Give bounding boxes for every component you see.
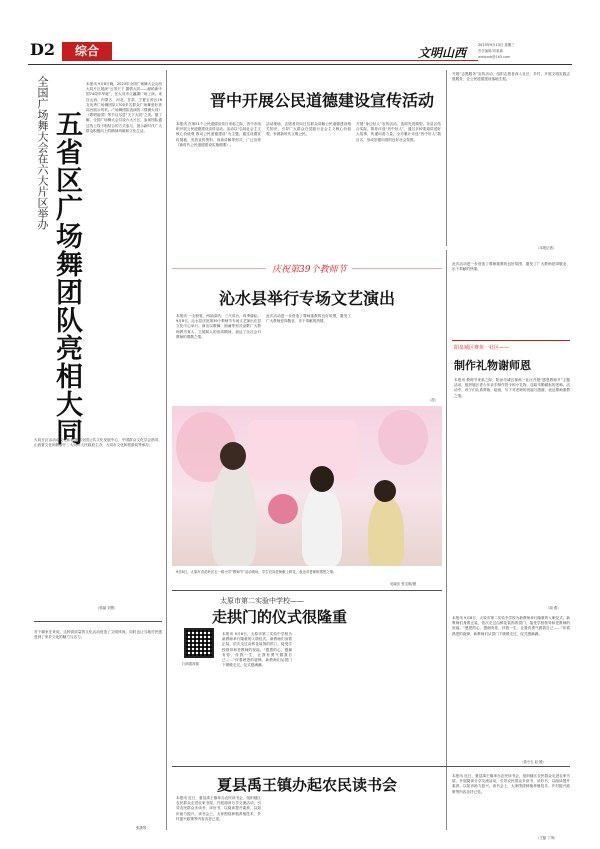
bottom-body-col4: 本报讯 近日，夏县禹王镇举办农民读书会，组织辖区农民群众走进农家书屋，开展阅读分享交流活动，引导农民群众多读书、读好书，以阅读提升素养、以知识助力振兴。读书会上，大家围绕种植养殖技术、乡村振兴政策等内容各抒己见。 [452,774,570,794]
right-body: 本报讯 教师节来临之际，阳泉市城区赛鱼一社区开展“感恩教师节”主题活动，组织辖区青少年亲手制作贺卡和小礼物，送给辛勤耕耘的老师。活动中，孩子们认真剪裁、绘画，写下对老师的祝福与感谢，表达尊师重教之情。 [454,378,570,398]
photo-credit: 吴晓庆 张宝明/摄 [390,582,416,586]
taiyuan-body-col3 [370,632,442,752]
right-box-rule [452,340,570,341]
right-headline: 制作礼物谢师恩 [454,359,531,372]
banner-decor [248,420,358,480]
mid-right-rule [446,250,447,830]
taiyuan-body-col1: 本报讯 9月8日，太原市第二实验中学校为新教师举行隆重的入职仪式。新教师们身着正装，依次走过由鲜花装饰的拱门，接受学校领导和老教师的祝福。“感恩的心，感谢有你，伴我一生，让我有勇气做我自己……”伴着熟悉的旋律，新教师们从拱门下缓缓走过，仪式感满满。 [222,632,292,668]
bottom-body-col1: 本报讯 近日，夏县禹王镇举办农民读书会，组织辖区农民群众走进农家书屋，开展阅读分享交流活动，引导农民群众多读书、读好书，以阅读提升素养、以知识助力振兴。读书会上，大家围绕种植养殖技术、乡村振兴政策等内容各抒己见。 [176,796,261,821]
right-lower-body: 本报讯 9月8日，太原市第二实验中学校为新教师举行隆重的入职仪式。新教师们身着正装，依次走过由鲜花装饰的拱门，接受学校领导和老教师的祝福。“感恩的心，感谢有你，伴我一生，让我有勇气做我自己……”伴着熟悉的旋律，新教师们从拱门下缓缓走过，仪式感满满。 [452,616,570,636]
header-email: wmbzxb@163.com [478,55,511,59]
qr-code[interactable] [184,628,214,658]
bottom-body-col2 [266,796,351,840]
mid-headline: 沁水县举行专场文艺演出 [218,289,395,308]
brand-logo: 文明山西 [418,46,467,60]
bottom-headline: 夏县禹王镇办起农民读书会 [216,776,397,794]
qr-label: 扫码看视频 [182,662,199,666]
student-head-right [374,480,396,502]
student-head [310,466,334,492]
taiyuan-body-col2 [296,632,366,752]
top-right-rule [446,70,447,246]
taiyuan-headline-small: 太原市第二实验中学校—— [220,597,304,605]
header-editor: 责任编辑/常惠瑜 [478,49,503,53]
teacher-figure [212,460,256,566]
right-headline-small: 阳泉城区赛鱼一社区—— [454,345,510,351]
left-body-upper: 本报讯 9月8日晚，2023年全国广场舞大会山西大同片区展演“云冈天下 激情大同——献给新中国74周年华诞”，在大同市文瀛湖广场上演。来自山西、内蒙古、河北、甘肃、宁夏五省区16支优秀广场舞团队1700多名群众广场舞爱好者同台展示风采。广场舞团队表演的《情满大同》《歌唱祖国》等节目尽显“天下大同”之美。据了解，全国广场舞大会共设六大片区，参演团队通过线上线下相结合的方式参与，展示新时代广大群众积极向上的精神风貌和文化生活。 [86,82,162,133]
flower-bouquet [268,494,298,524]
taiyuan-credit: （梁小玉 赵 媛） [520,760,546,764]
left-col-rule [166,70,167,830]
mid-body-col1: 本报讯 一支粉笔，两袖清风；三尺讲台，四季耕耘。9月8日，沁水县庆祝第39个教师节专场文艺演出在县文化中心举行。演出以歌舞、朗诵等形式讴歌广大教师教书育人、立德树人的崇高精神，表达了全社会对教师的尊敬之情。 [176,314,261,339]
left-credit: （郭斌 刘慧） [96,606,118,610]
section-label: 综合 [62,42,112,61]
left-headline: 五省区广场舞团队亮相大同 [51,110,82,446]
top-body-col4: 开展“志愿服务”宣传活动，组织志愿者深入社区、乡村，开展文明实践志愿服务，让公民道德建设落地生根。 [452,72,570,82]
mid-credit: （范） [428,398,439,402]
teacher-head [220,442,246,470]
bottom-top-rule [172,766,570,767]
right-upper-body: 此次活动进一步营造了尊师重教的良好氛围，激发了广大教师爱岗敬业、乐于奉献的热情。 [452,262,570,272]
taiyuan-top-rule [172,590,442,591]
left-subhead: 全国广场舞大会在六大片区举办 [36,76,49,230]
ribbon-title: 庆祝第39个教师节 [266,262,352,275]
left-body-lower: 大同片区活动由文化和旅游部全国公共文化发展中心、中国群众文化学会指导，山西省文化和旅游厅、大同市人民政府主办，大同市文化和旅游局等承办。 [34,438,162,448]
taiyuan-headline: 走拱门的仪式很隆重 [212,608,348,626]
top-headline: 晋中开展公民道德建设宣传活动 [209,91,434,110]
page-number: D2 [30,40,56,59]
balloon-decor-right [378,410,428,465]
header-date: 2023年9月13日 星期三 [478,43,515,47]
bottom-body-col3 [356,796,441,840]
top-body-col3: 开展“身边好人”宣传活动，选树先进典型。各县区结合实际，推荐评选“晋中好人”，通过多种渠道讲述好人故事，传递向善力量。全市累计评选“晋中好人”数百名，形成崇德向善的良好社会氛围。 [356,122,441,142]
student-figure [302,484,342,566]
mid-body-col3 [356,314,441,400]
left-divider [34,621,162,622]
left-poem-body: 对于喻家庄来说，这种高质量的文化活动营造了文明风尚，同时也让当地村民感受到了家乡文化的魅力与活力。 [34,630,162,640]
bottom-credit: （王磊 丁飒） [536,836,558,840]
top-body-col2: 活动现场，志愿者们向过往群众讲解公民道德建设相关知识，引导广大群众自觉践行社会主义核心价值观，争做新时代文明公民。 [266,122,351,137]
mid-body-col2: 此次活动进一步营造了尊师重教的良好氛围，激发了广大教师爱岗敬业、乐于奉献的热情。 [266,314,351,324]
right-credit: （周 燕） [546,606,561,610]
header-bottom-rule [28,64,572,65]
classroom-photo [172,406,442,566]
left-poem-credit: 张潇琴 [136,826,147,830]
student-figure-right [368,496,404,566]
top-body-col1: 本报讯 在第21个公民道德宣传日来临之际，晋中市组织开展公民道德建设宣传活动。活动以“弘扬社会主义核心价值观 推动公民道德建设”为主题，通过设置宣传展板、发放宣传资料、现场讲解等形式，广泛宣传《新时代公民道德建设实施纲要》。 [176,122,261,147]
ribbon-banner [172,262,442,275]
top-credit: （本报记者） [536,246,557,250]
photo-caption: 9月8日，太原市杏花岭区五一路小学“教师节”活动现场，学生们向老师献上鲜花，表达对老师的感恩之情。 [176,570,337,574]
